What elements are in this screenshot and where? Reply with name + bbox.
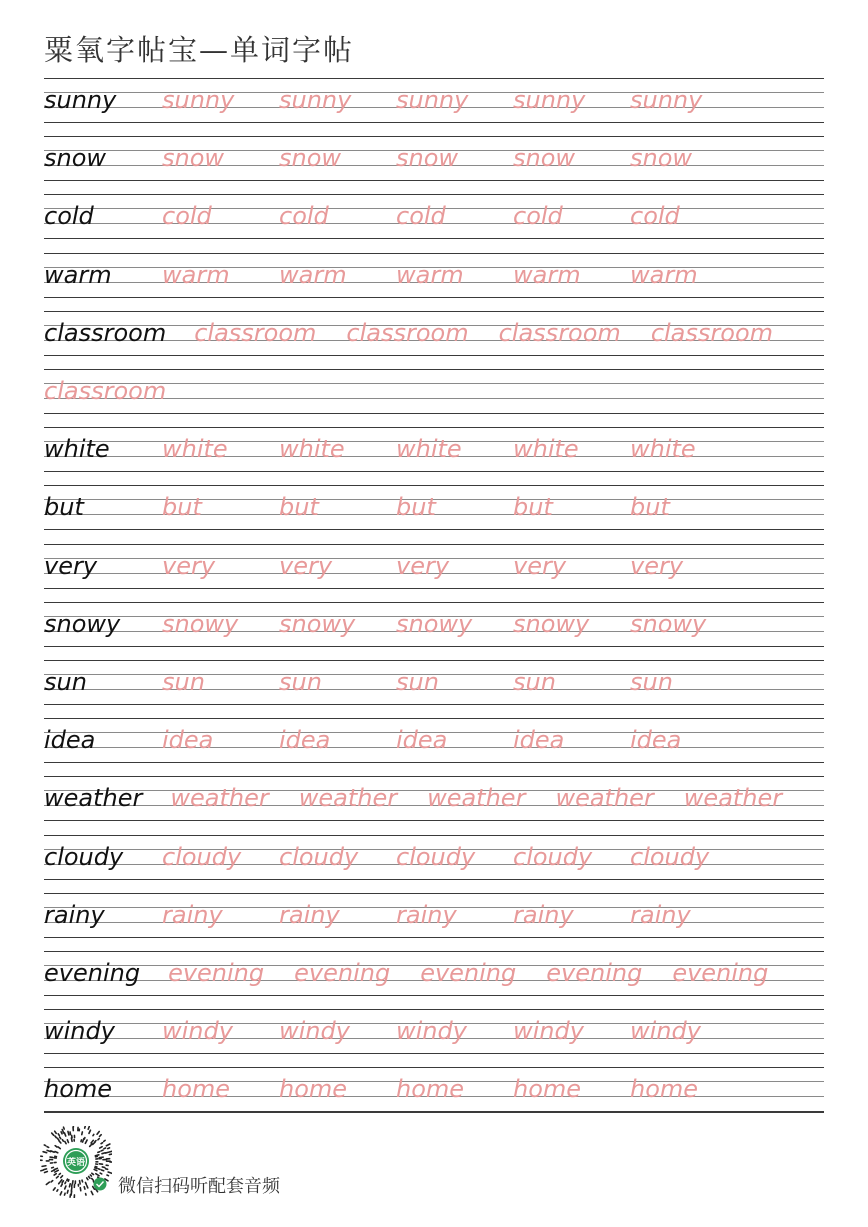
model-word: sunny <box>44 86 117 114</box>
guide-line <box>44 413 824 414</box>
guide-line <box>44 544 824 545</box>
trace-word: snowy <box>513 609 590 638</box>
model-word: snowy <box>44 609 121 638</box>
model-word: cold <box>44 202 94 231</box>
trace-word: cold <box>396 202 446 231</box>
trace-word: sun <box>513 668 556 696</box>
trace-word: snowy <box>162 609 239 638</box>
trace-word: windy <box>630 1017 701 1046</box>
trace-word: sun <box>396 668 439 696</box>
trace-word: sunny <box>630 86 703 114</box>
trace-word: sunny <box>396 86 469 114</box>
practice-row <box>44 660 824 718</box>
guide-line <box>44 253 824 254</box>
footer <box>40 1126 440 1201</box>
trace-word: warm <box>513 260 581 289</box>
trace-word: warm <box>162 260 230 289</box>
trace-word: classroom <box>650 318 774 347</box>
trace-word: evening <box>672 959 769 987</box>
trace-word: cloudy <box>396 842 476 871</box>
trace-word: sun <box>162 668 205 696</box>
trace-word: cloudy <box>279 842 359 871</box>
trace-word: windy <box>513 1017 584 1046</box>
guide-line <box>44 879 824 880</box>
practice-row <box>44 485 824 543</box>
trace-word: home <box>279 1075 348 1104</box>
trace-word: windy <box>162 1017 233 1046</box>
trace-word: windy <box>279 1017 350 1046</box>
trace-word: rainy <box>396 900 457 929</box>
trace-word: cold <box>513 202 563 231</box>
guide-line <box>44 194 824 195</box>
trace-word: white <box>279 435 345 464</box>
model-word: home <box>44 1075 113 1104</box>
trace-word: evening <box>294 959 391 987</box>
guide-line <box>44 602 824 603</box>
model-word: windy <box>44 1017 115 1046</box>
model-word: white <box>44 435 110 464</box>
guide-line <box>44 485 824 486</box>
guide-line <box>44 776 824 777</box>
trace-word: weather <box>170 784 269 813</box>
trace-word: weather <box>555 784 654 813</box>
practice-row <box>44 369 824 427</box>
trace-word: but <box>513 493 553 522</box>
trace-word: weather <box>427 784 526 813</box>
trace-word: very <box>162 551 216 580</box>
guide-line <box>44 1053 824 1054</box>
guide-line <box>44 471 824 472</box>
guide-line <box>44 718 824 719</box>
trace-word: sun <box>279 668 322 696</box>
model-word: evening <box>44 959 141 987</box>
guide-line <box>44 1067 824 1068</box>
guide-line <box>44 529 824 530</box>
guide-line <box>44 122 824 123</box>
practice-row <box>44 893 824 951</box>
model-word: classroom <box>44 318 167 347</box>
trace-word: cold <box>279 202 329 231</box>
guide-line <box>44 835 824 836</box>
trace-word: but <box>279 493 319 522</box>
trace-word: classroom <box>44 377 167 405</box>
practice-row <box>44 311 824 369</box>
trace-word: idea <box>279 726 331 755</box>
guide-line <box>44 820 824 821</box>
trace-word: home <box>396 1075 465 1104</box>
trace-word: evening <box>546 959 643 987</box>
guide-line <box>44 1009 824 1010</box>
model-word: sun <box>44 668 87 696</box>
model-word: very <box>44 551 98 580</box>
badge-text: 英语 <box>66 1158 86 1168</box>
practice-row <box>44 1009 824 1067</box>
guide-line <box>44 136 824 137</box>
trace-word: idea <box>630 726 682 755</box>
trace-word: very <box>396 551 450 580</box>
model-word: weather <box>44 784 143 813</box>
model-word: cloudy <box>44 842 124 871</box>
model-word: idea <box>44 726 96 755</box>
model-word: warm <box>44 260 112 289</box>
trace-word: white <box>396 435 462 464</box>
trace-word: rainy <box>630 900 691 929</box>
model-word: rainy <box>44 900 105 929</box>
guide-line <box>44 427 824 428</box>
trace-word: snow <box>630 144 693 173</box>
trace-word: cloudy <box>630 842 710 871</box>
trace-word: snow <box>513 144 576 173</box>
trace-word: sun <box>630 668 673 696</box>
guide-line <box>44 704 824 705</box>
guide-line <box>44 660 824 661</box>
trace-word: home <box>630 1075 699 1104</box>
trace-word: snowy <box>396 609 473 638</box>
guide-line <box>44 646 824 647</box>
guide-line <box>44 995 824 996</box>
trace-word: but <box>162 493 202 522</box>
trace-word: snow <box>162 144 225 173</box>
trace-word: windy <box>396 1017 467 1046</box>
practice-row <box>44 602 824 660</box>
trace-word: evening <box>168 959 265 987</box>
guide-line <box>44 78 824 79</box>
trace-word: idea <box>513 726 565 755</box>
practice-row <box>44 951 824 1009</box>
trace-word: rainy <box>162 900 223 929</box>
practice-row <box>44 78 824 136</box>
practice-row <box>44 427 824 485</box>
guide-line <box>44 588 824 589</box>
trace-word: very <box>513 551 567 580</box>
practice-row <box>44 544 824 602</box>
small-badge-icon <box>94 1178 107 1191</box>
trace-word: sunny <box>513 86 586 114</box>
trace-word: cold <box>162 202 212 231</box>
trace-word: snow <box>279 144 342 173</box>
trace-word: weather <box>683 784 783 813</box>
trace-word: idea <box>162 726 214 755</box>
practice-row <box>44 194 824 252</box>
practice-row <box>44 253 824 311</box>
guide-line <box>44 951 824 952</box>
trace-word: cold <box>630 202 680 231</box>
trace-word: snow <box>396 144 459 173</box>
trace-word: sunny <box>162 86 235 114</box>
trace-word: white <box>162 435 228 464</box>
trace-word: warm <box>279 260 347 289</box>
guide-line <box>44 355 824 356</box>
page-title: 粟氧字帖宝—单词字帖 <box>44 33 355 67</box>
trace-word: home <box>513 1075 582 1104</box>
guide-line <box>44 762 824 763</box>
guide-line <box>44 180 824 181</box>
audio-caption: 微信扫码听配套音频 <box>118 1176 280 1197</box>
model-word: but <box>44 493 84 522</box>
guide-line <box>44 311 824 312</box>
guide-line <box>44 238 824 239</box>
practice-row <box>44 1067 824 1125</box>
practice-row <box>44 718 824 776</box>
trace-word: classroom <box>194 318 317 347</box>
guide-line <box>44 893 824 894</box>
trace-word: but <box>396 493 436 522</box>
practice-row <box>44 776 824 834</box>
practice-row <box>44 136 824 194</box>
trace-word: very <box>279 551 333 580</box>
trace-word: snowy <box>279 609 356 638</box>
trace-word: snowy <box>630 609 707 638</box>
practice-row <box>44 835 824 893</box>
trace-word: classroom <box>498 318 621 347</box>
trace-word: cloudy <box>162 842 242 871</box>
trace-word: rainy <box>513 900 574 929</box>
guide-line <box>44 937 824 938</box>
trace-word: sunny <box>279 86 352 114</box>
trace-word: evening <box>420 959 517 987</box>
guide-line <box>44 369 824 370</box>
trace-word: warm <box>396 260 464 289</box>
trace-word: rainy <box>279 900 340 929</box>
guide-line <box>44 297 824 298</box>
trace-word: cloudy <box>513 842 593 871</box>
trace-word: home <box>162 1075 231 1104</box>
model-word: snow <box>44 144 107 173</box>
trace-word: weather <box>298 784 398 813</box>
trace-word: white <box>630 435 696 464</box>
trace-word: but <box>630 493 670 522</box>
trace-word: classroom <box>346 318 469 347</box>
trace-word: very <box>630 551 684 580</box>
trace-word: idea <box>396 726 448 755</box>
mini-program-qr-icon[interactable] <box>40 1126 112 1198</box>
guide-line <box>44 1112 824 1113</box>
trace-word: white <box>513 435 579 464</box>
trace-word: warm <box>630 260 698 289</box>
